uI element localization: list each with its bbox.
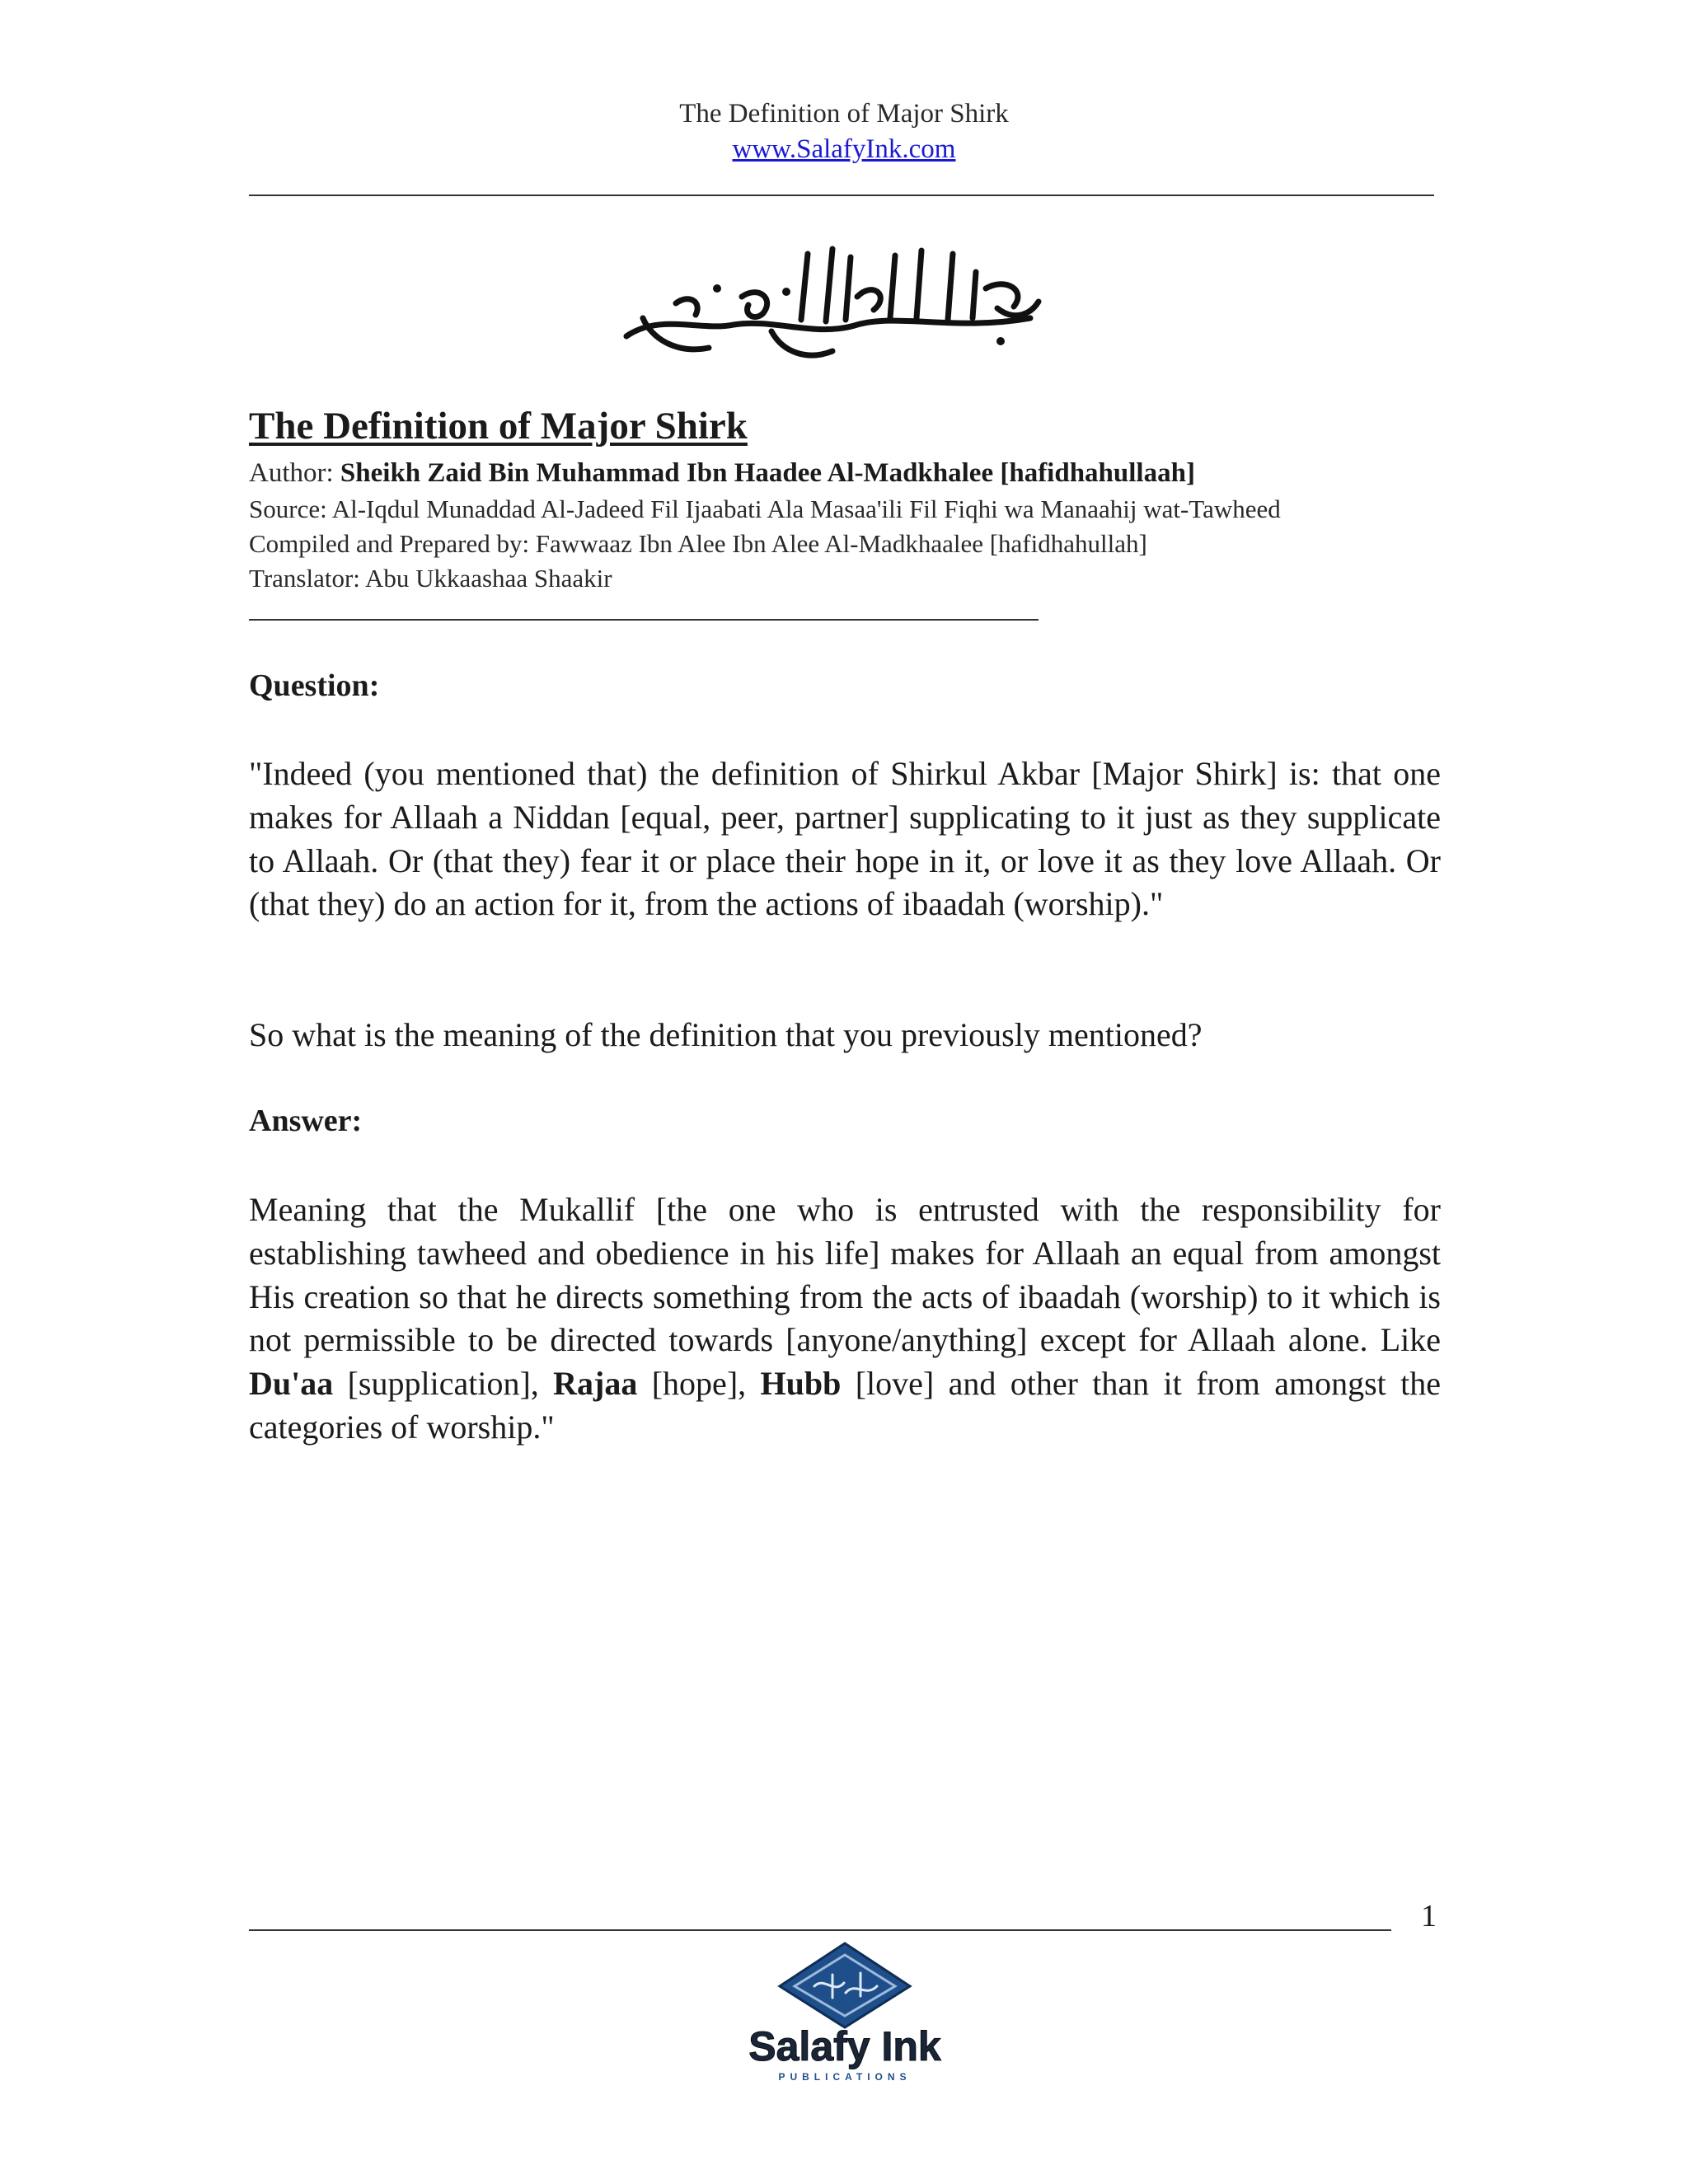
author-label: Author: bbox=[249, 458, 340, 488]
answer-text-4: [love] and other than it from amongst the categories of worship." bbox=[249, 1365, 1441, 1446]
document-title: The Definition of Major Shirk bbox=[249, 405, 748, 448]
header-divider bbox=[249, 194, 1434, 196]
title-block-divider bbox=[249, 619, 1039, 621]
website-link[interactable]: www.SalafyInk.com bbox=[732, 134, 956, 164]
question-label: Question: bbox=[249, 668, 380, 703]
translator-line: Translator: Abu Ukkaashaa Shaakir bbox=[249, 564, 612, 593]
page-number: 1 bbox=[1421, 1899, 1437, 1933]
source-line: Source: Al-Iqdul Munaddad Al-Jadeed Fil Ijaabati Ala Masaa'ili Fil Fiqhi wa Manaahij wat-Tawheed bbox=[249, 494, 1281, 523]
running-header-title: The Definition of Major Shirk bbox=[679, 99, 1009, 129]
term-rajaa: Rajaa bbox=[553, 1365, 638, 1403]
basmala-calligraphy-icon bbox=[610, 239, 1055, 371]
answer-label: Answer: bbox=[249, 1104, 363, 1138]
compiled-line: Compiled and Prepared by: Fawwaaz Ibn Alee Ibn Alee Al-Madkhaalee [hafidhahullah] bbox=[249, 529, 1147, 558]
question-paragraph: "Indeed (you mentioned that) the definition of Shirkul Akbar [Major Shirk] is: that one makes for Allaah a Niddan [equal, peer, partner] supplicating to it just as they supplicate to Allaah. Or (that they) fear it or place their hope in it, or love it as they love Allaah. Or (that they) do an action for it, from the actions of ibaadah (worship)." bbox=[249, 755, 1441, 923]
question-followup: So what is the meaning of the definition that you previously mentioned? bbox=[249, 1016, 1203, 1053]
svg-text:Salafy Ink: Salafy Ink bbox=[748, 2023, 941, 2069]
answer-text-2: [supplication], bbox=[333, 1365, 554, 1403]
salafy-ink-logo bbox=[709, 1938, 981, 2087]
term-hubb: Hubb bbox=[760, 1365, 842, 1403]
running-header-link-line bbox=[0, 134, 1688, 165]
footer-divider bbox=[249, 1929, 1391, 1931]
answer-paragraph bbox=[249, 1188, 1441, 1450]
author-name: Sheikh Zaid Bin Muhammad Ibn Haadee Al-Madkhalee [hafidhahullaah] bbox=[340, 458, 1195, 488]
term-duaa: Du'aa bbox=[249, 1365, 334, 1403]
author-line bbox=[249, 458, 1195, 489]
answer-text-3: [hope], bbox=[637, 1365, 761, 1403]
answer-text-1: Meaning that the Mukallif [the one who is entrusted with the responsibility for establishing tawheed and obedience in his life] makes for Allaah an equal from amongst His creation so that he directs something from the acts of ibaadah (worship) to it which is not permissible to be directed towards [anyone/anything] except for Allaah alone. Like bbox=[249, 1191, 1441, 1359]
svg-text:PUBLICATIONS: PUBLICATIONS bbox=[778, 2071, 912, 2083]
